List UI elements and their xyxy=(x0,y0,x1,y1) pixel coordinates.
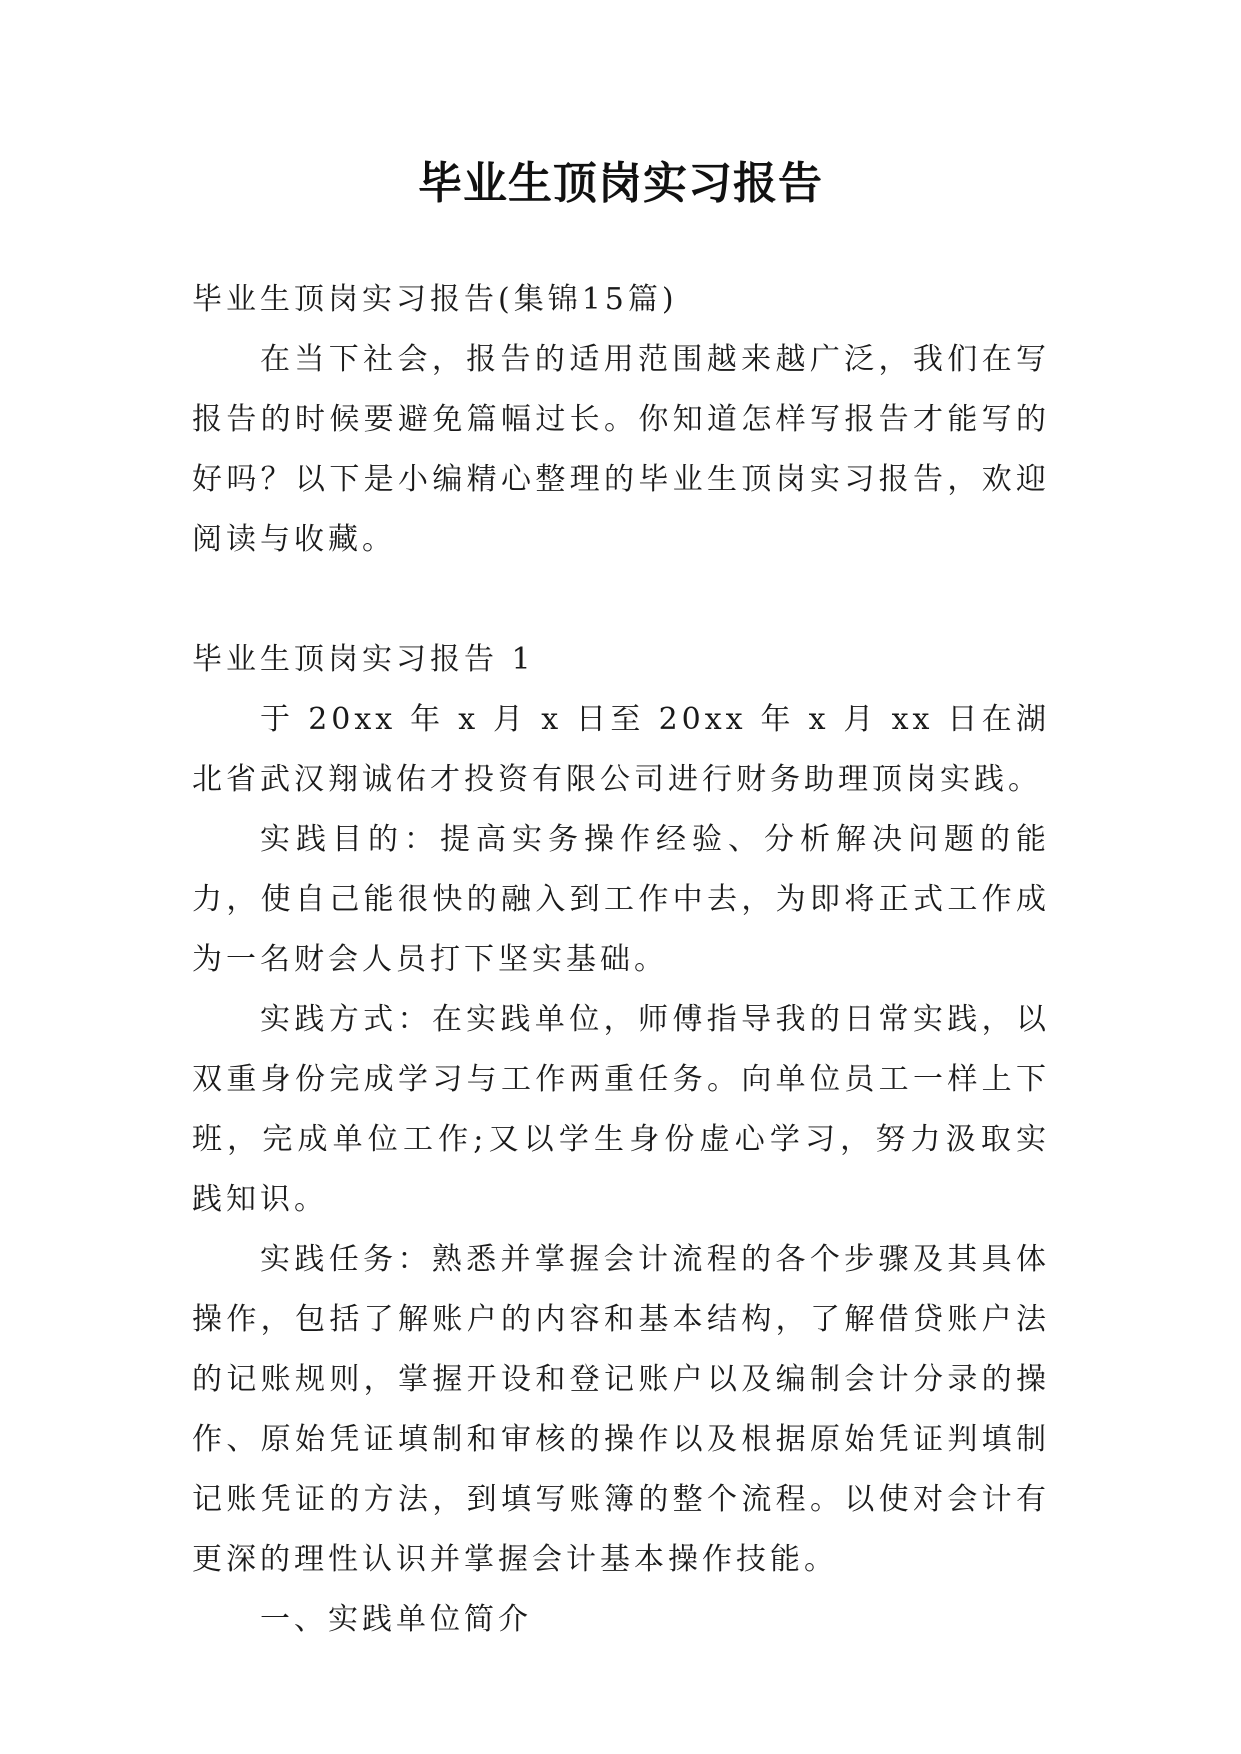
body-paragraph: 实践任务：熟悉并掌握会计流程的各个步骤及其具体操作，包括了解账户的内容和基本结构，了解借贷账户法的记账规则，掌握开设和登记账户以及编制会计分录的操作、原始凭证填制和审核的操作以及根据原始凭证判填制记账凭证的方法，到填写账簿的整个流程。以使对会计有更深的理性认识并掌握会计基本操作技能。 xyxy=(192,1242,1050,1577)
intro-paragraph: 在当下社会，报告的适用范围越来越广泛，我们在写报告的时候要避免篇幅过长。你知道怎样写报告才能写的好吗？以下是小编精心整理的毕业生顶岗实习报告，欢迎阅读与收藏。 xyxy=(192,342,1050,557)
body-paragraph: 实践目的：提高实务操作经验、分析解决问题的能力，使自己能很快的融入到工作中去，为即将正式工作成为一名财会人员打下坚实基础。 xyxy=(192,822,1050,977)
document-subtitle: 毕业生顶岗实习报告(集锦15篇) xyxy=(192,282,678,317)
document-body xyxy=(192,270,1050,1650)
body-paragraph: 实践方式：在实践单位，师傅指导我的日常实践，以双重身份完成学习与工作两重任务。向单位员工一样上下班，完成单位工作;又以学生身份虚心学习，努力汲取实践知识。 xyxy=(192,1002,1050,1217)
body-paragraph: 于 20xx 年 x 月 x 日至 20xx 年 x 月 xx 日在湖北省武汉翔诚佑才投资有限公司进行财务助理顶岗实践。 xyxy=(192,702,1050,797)
section-heading: 毕业生顶岗实习报告 1 xyxy=(192,642,535,677)
paragraph-gap xyxy=(192,570,1050,630)
document-title: 毕业生顶岗实习报告 xyxy=(418,158,823,209)
subsection-heading: 一、实践单位简介 xyxy=(260,1602,532,1637)
